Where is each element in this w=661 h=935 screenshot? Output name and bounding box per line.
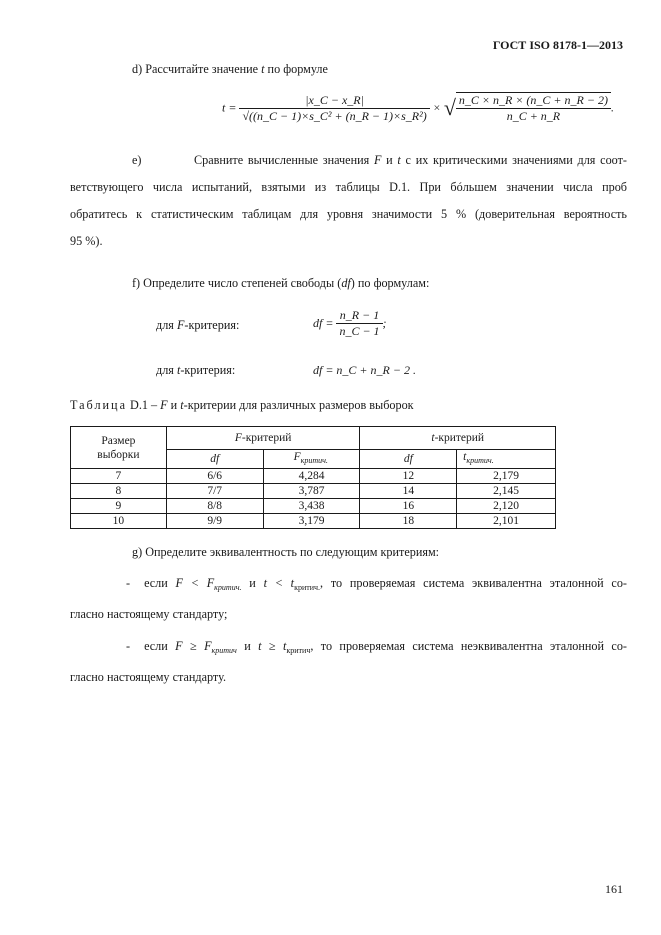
cell-df-t: 12 xyxy=(360,469,457,484)
step-d-pre: d) Рассчитайте значение xyxy=(132,62,262,76)
step-e-text-c: с их критическими значениями для соот- xyxy=(400,153,627,167)
cell-df-t: 18 xyxy=(360,514,457,529)
bullet-1-b: и xyxy=(241,576,264,590)
cell-df-F: 9/9 xyxy=(166,514,263,529)
cell-F-crit: 4,284 xyxy=(263,469,360,484)
cell-df-F: 7/7 xyxy=(166,484,263,499)
step-d-post: по формуле xyxy=(264,62,328,76)
formula-t-lhs: t = xyxy=(222,100,237,115)
step-e xyxy=(70,147,627,255)
bullet-2-a: если xyxy=(144,639,176,653)
bullet-2-line-2: гласно настоящему стандарту. xyxy=(70,670,227,684)
sqrt-icon: √ xyxy=(443,95,456,120)
step-f xyxy=(132,276,429,291)
f-label-var: F xyxy=(176,318,185,332)
bullet-2-t: t ≥ t xyxy=(258,639,287,653)
cell-t-crit: 2,120 xyxy=(457,499,556,514)
step-e-line-4: 95 %). xyxy=(70,234,103,248)
df-F-denominator: n_C − 1 xyxy=(339,324,380,338)
header-size-line-1: Размер xyxy=(101,434,136,447)
caption-mid: и xyxy=(167,398,181,412)
bullet-1-F-sub: критич. xyxy=(214,583,242,592)
bullet-1-line-2: гласно настоящему стандарту; xyxy=(70,607,228,621)
header-t-var: t xyxy=(431,432,435,444)
bullet-1-t: t < t xyxy=(263,576,295,590)
formula-t-sqrt-fraction xyxy=(456,92,611,124)
t-label-post: -критерия: xyxy=(180,363,236,377)
table-row xyxy=(71,514,556,529)
caption-rest: -критерии для различных размеров выборок xyxy=(183,398,414,412)
step-e-label: e) xyxy=(132,153,142,167)
cell-t-crit: 2,179 xyxy=(457,469,556,484)
header-F-rest: -критерий xyxy=(241,432,292,444)
header-t-crit-var: t xyxy=(463,451,467,463)
step-e-F: F xyxy=(373,153,382,167)
caption-id: D.1 – xyxy=(126,398,161,412)
document-header: ГОСТ ISO 8178-1—2013 xyxy=(492,38,623,52)
header-df-F: df xyxy=(166,450,263,469)
bullet-2-c: , то проверяемая система неэквивалентна эталонной со- xyxy=(310,639,627,653)
t-label-pre: для xyxy=(156,363,177,377)
t-label-var: t xyxy=(176,363,181,377)
step-d xyxy=(132,62,328,77)
cell-size: 7 xyxy=(71,469,167,484)
bullet-2-b: и xyxy=(236,639,259,653)
step-e-t: t xyxy=(397,153,401,167)
cell-t-crit: 2,145 xyxy=(457,484,556,499)
f-label-post: -критерия: xyxy=(184,318,240,332)
caption-t: t xyxy=(180,398,184,412)
f-label-pre: для xyxy=(156,318,177,332)
df-F-fraction xyxy=(336,308,382,339)
header-size-line-2: выборки xyxy=(97,448,140,461)
bullet-1-F: F < F xyxy=(175,576,215,590)
header-t-crit xyxy=(457,450,556,469)
cell-size: 8 xyxy=(71,484,167,499)
cell-F-crit: 3,787 xyxy=(263,484,360,499)
bullet-1-dash: - xyxy=(126,576,131,590)
cell-t-crit: 2,101 xyxy=(457,514,556,529)
formula-t-mult: × xyxy=(432,100,441,115)
formula-t-numerator: |x_C − x_R| xyxy=(239,93,429,109)
bullet-2-F: F ≥ F xyxy=(175,639,212,653)
criteria-table xyxy=(70,426,556,529)
bullet-2-F-sub: критич xyxy=(211,646,237,655)
step-f-var: df xyxy=(341,276,351,290)
step-e-line-1 xyxy=(70,147,627,174)
formula-df-F xyxy=(313,308,387,339)
header-sample-size xyxy=(71,427,167,469)
bullet-2-line-1 xyxy=(70,633,627,664)
caption-prefix: Таблица xyxy=(70,398,127,412)
cell-df-t: 14 xyxy=(360,484,457,499)
table-caption xyxy=(70,398,414,413)
cell-F-crit: 3,179 xyxy=(263,514,360,529)
header-t-criterion xyxy=(360,427,556,450)
header-t-rest: -критерий xyxy=(434,432,485,444)
formula-t-fraction xyxy=(239,93,429,124)
step-f-pre: f) Определите число степеней свободы ( xyxy=(132,276,342,290)
header-F-var: F xyxy=(234,432,242,444)
formula-t xyxy=(222,92,614,124)
header-F-crit xyxy=(263,450,360,469)
cell-F-crit: 3,438 xyxy=(263,499,360,514)
formula-t-end: . xyxy=(610,100,614,115)
header-F-crit-sub: критич. xyxy=(300,456,328,465)
formula-t-sqrt-denominator: n_C + n_R xyxy=(506,109,561,123)
header-F-criterion xyxy=(166,427,360,450)
cell-df-F: 8/8 xyxy=(166,499,263,514)
step-g-bullet-2 xyxy=(70,633,627,691)
cell-df-F: 6/6 xyxy=(166,469,263,484)
step-d-var: t xyxy=(261,62,265,76)
header-F-crit-var: F xyxy=(293,451,301,463)
cell-size: 10 xyxy=(71,514,167,529)
table-header-row-1 xyxy=(71,427,556,450)
step-e-text-a: Сравните вычисленные значения xyxy=(194,153,374,167)
bullet-1-a: если xyxy=(144,576,176,590)
df-F-lhs: df = xyxy=(313,316,334,330)
bullet-1-c: , то проверяемая система эквивалентна эталонной со- xyxy=(320,576,627,590)
formula-t-denominator: √((n_C − 1)×s_C² + (n_R − 1)×s_R²) xyxy=(242,108,427,123)
step-g-bullet-1 xyxy=(70,570,627,628)
table-row xyxy=(71,499,556,514)
bullet-1-line-1 xyxy=(70,570,627,601)
page-number: 161 xyxy=(605,882,623,896)
bullet-2-t-sub: критич xyxy=(286,646,311,655)
df-F-end: ; xyxy=(382,316,387,330)
step-e-line-3: обратитесь к статистическим таблицам для уровня значимости 5 % (доверительная вероятность xyxy=(70,207,627,221)
t-criterion-label xyxy=(156,363,235,378)
step-g-intro: g) Определите эквивалентность по следующим критериям: xyxy=(132,545,440,559)
header-df-t: df xyxy=(360,450,457,469)
step-f-post: ) по формулам: xyxy=(350,276,430,290)
cell-size: 9 xyxy=(71,499,167,514)
step-e-text-b: и xyxy=(381,153,398,167)
bullet-1-t-sub: критич. xyxy=(294,583,321,592)
bullet-2-dash: - xyxy=(126,639,131,653)
caption-F: F xyxy=(160,398,168,412)
cell-df-t: 16 xyxy=(360,499,457,514)
header-t-crit-sub: критич. xyxy=(466,456,494,465)
table-row xyxy=(71,484,556,499)
formula-t-sqrt-numerator: n_C × n_R × (n_C + n_R − 2) xyxy=(456,93,611,109)
f-criterion-label xyxy=(156,318,239,333)
step-e-line-2: ветствующего числа испытаний, взятыми из таблицы D.1. При бóльшем значении числа проб xyxy=(70,180,627,194)
df-F-numerator: n_R − 1 xyxy=(336,308,382,324)
formula-df-t: df = n_C + n_R − 2 . xyxy=(313,363,416,377)
table-row xyxy=(71,469,556,484)
